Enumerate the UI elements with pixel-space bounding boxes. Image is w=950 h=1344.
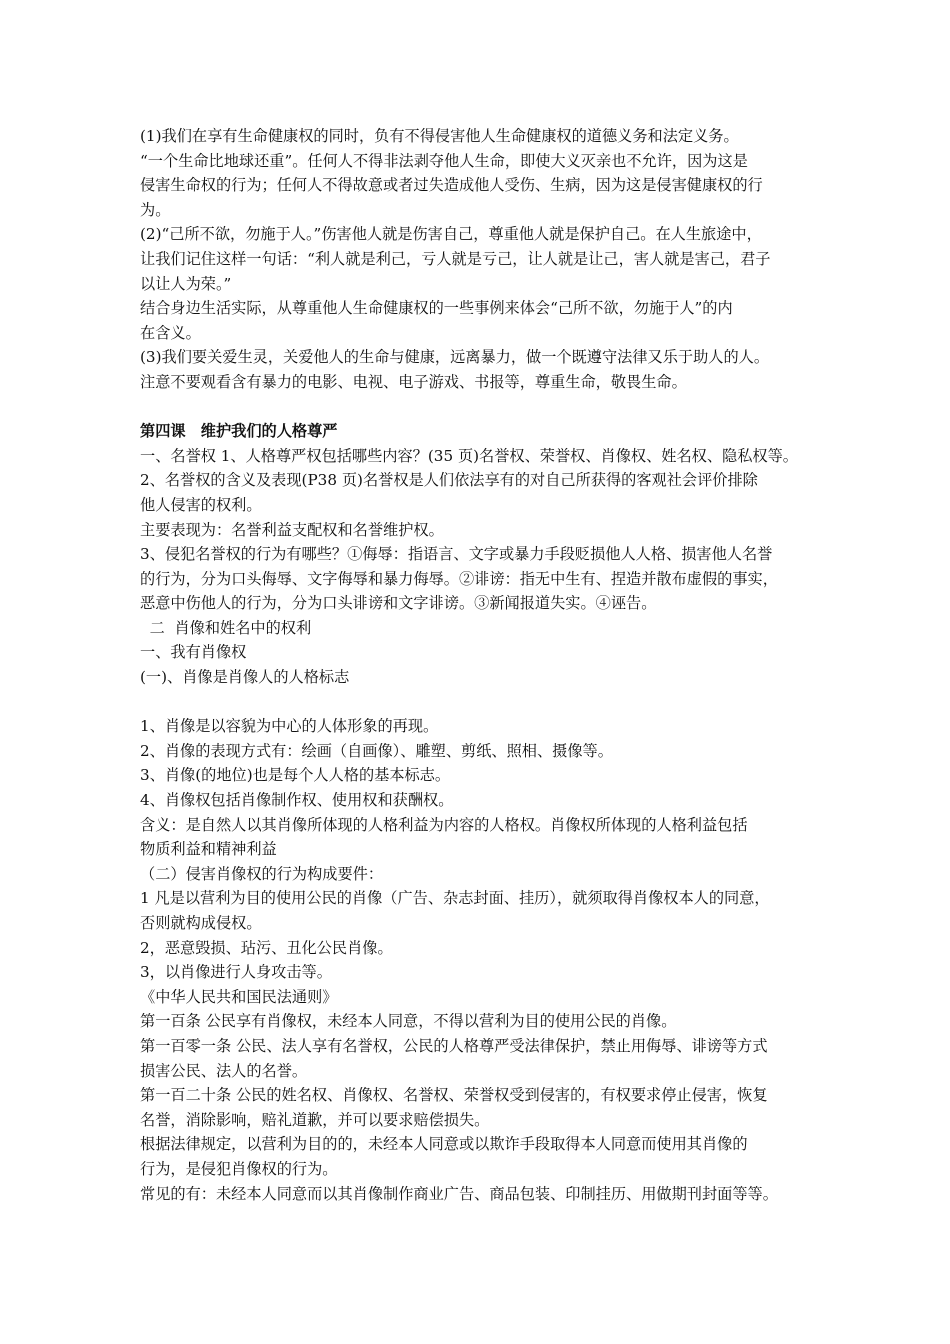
text-line: “一个生命比地球还重”。任何人不得非法剥夺他人生命，即使大义灭亲也不允许，因为这是 [140,151,748,170]
text-line: 注意不要观看含有暴力的电影、电视、电子游戏、书报等，尊重生命，敬畏生命。 [140,372,687,391]
text-line: 主要表现为：名誉利益支配权和名誉维护权。 [140,520,444,539]
text-line: （二）侵害肖像权的行为构成要件： [140,864,383,883]
section-life-health [140,124,830,395]
text-line: 根据法律规定，以营利为目的的，未经本人同意或以欺诈手段取得本人同意而使用其肖像的 [140,1135,748,1154]
text-line: 侵害生命权的行为；任何人不得故意或者过失造成他人受伤、生病，因为这是侵害健康权的行 [140,176,763,195]
text-line: 一、我有肖像权 [140,643,247,662]
text-line: 《中华人民共和国民法通则》 [140,987,338,1006]
text-line: 否则就构成侵权。 [140,914,262,932]
text-line: 第一百二十条 公民的姓名权、肖像权、名誉权、荣誉权受到侵害的，有权要求停止侵害，恢复 [140,1086,768,1105]
text-line: 含义：是自然人以其肖像所体现的人格利益为内容的人格权。肖像权所体现的人格利益包括 [140,815,748,834]
text-line: (1)我们在享有生命健康权的同时，负有不得侵害他人生命健康权的道德义务和法定义务。 [140,127,739,145]
text-line: 3，以肖像进行人身攻击等。 [140,963,332,982]
text-line: 4、肖像权包括肖像制作权、使用权和获酬权。 [140,791,454,810]
text-line: 损害公民、法人的名誉。 [140,1061,308,1080]
text-line: 常见的有：未经本人同意而以其肖像制作商业广告、商品包装、印制挂历、用做期刊封面等等。 [140,1184,778,1203]
text-line: 为。 [140,200,171,219]
text-line: (2)“己所不欲，勿施于人。”伤害他人就是伤害自己，尊重他人就是保护自己。在人生旅途中， [140,225,762,244]
text-line: 行为，是侵犯肖像权的行为。 [140,1159,338,1178]
text-line: 1 凡是以营利为目的使用公民的肖像（广告、杂志封面、挂历），就须取得肖像权本人的同意， [140,889,770,908]
section-portrait-rights [140,714,830,1206]
text-line: 2，恶意毁损、玷污、丑化公民肖像。 [140,938,393,957]
text-line: 在含义。 [140,323,201,342]
lesson-heading: 第四课 维护我们的人格尊严 [140,422,338,441]
text-line: 2、名誉权的含义及表现(P38 页)名誉权是人们依法享有的对自己所获得的客观社会评价排除 [140,471,758,490]
subheading: 二 肖像和姓名中的权利 [140,618,312,637]
text-line: 结合身边生活实际，从尊重他人生命健康权的一些事例来体会“己所不欲，勿施于人”的内 [140,299,733,318]
text-line: 2、肖像的表现方式有：绘画（自画像）、雕塑、剪纸、照相、摄像等。 [140,741,613,760]
text-line: 让我们记住这样一句话：“利人就是利己，亏人就是亏己，让人就是让己，害人就是害己，君子 [140,249,771,268]
text-line: 一、名誉权 1、人格尊严权包括哪些内容？(35 页)名誉权、荣誉权、肖像权、姓名权、隐私权等。 [140,446,798,465]
text-line: 的行为，分为口头侮辱、文字侮辱和暴力侮辱。②诽谤：指无中生有、捏造并散布虚假的事实， [140,569,778,588]
text-line: 3、侵犯名誉权的行为有哪些？①侮辱：指语言、文字或暴力手段贬损他人人格、损害他人名誉 [140,545,773,564]
section-lesson-four [140,419,830,690]
text-line: 恶意中伤他人的行为，分为口头诽谤和文字诽谤。③新闻报道失实。④诬告。 [140,594,657,613]
blank-line [140,395,830,420]
text-line: 3、肖像(的地位)也是每个人人格的基本标志。 [140,766,451,785]
text-line: (一)、肖像是肖像人的人格标志 [140,668,350,687]
text-line: 第一百零一条 公民、法人享有名誉权，公民的人格尊严受法律保护，禁止用侮辱、诽谤等方式 [140,1036,768,1055]
text-line: 第一百条 公民享有肖像权，未经本人同意，不得以营利为目的使用公民的肖像。 [140,1012,677,1031]
text-line: 他人侵害的权利。 [140,495,262,514]
blank-line [140,690,830,715]
text-line: (3)我们要关爱生灵，关爱他人的生命与健康，远离暴力，做一个既遵守法律又乐于助人的人。 [140,348,770,367]
text-line: 物质利益和精神利益 [140,840,277,859]
text-line: 名誉，消除影响，赔礼道歉，并可以要求赔偿损失。 [140,1110,490,1129]
text-line: 1、肖像是以容貌为中心的人体形象的再现。 [140,717,439,736]
text-line: 以让人为荣。” [140,274,232,293]
document-body [140,124,830,1206]
